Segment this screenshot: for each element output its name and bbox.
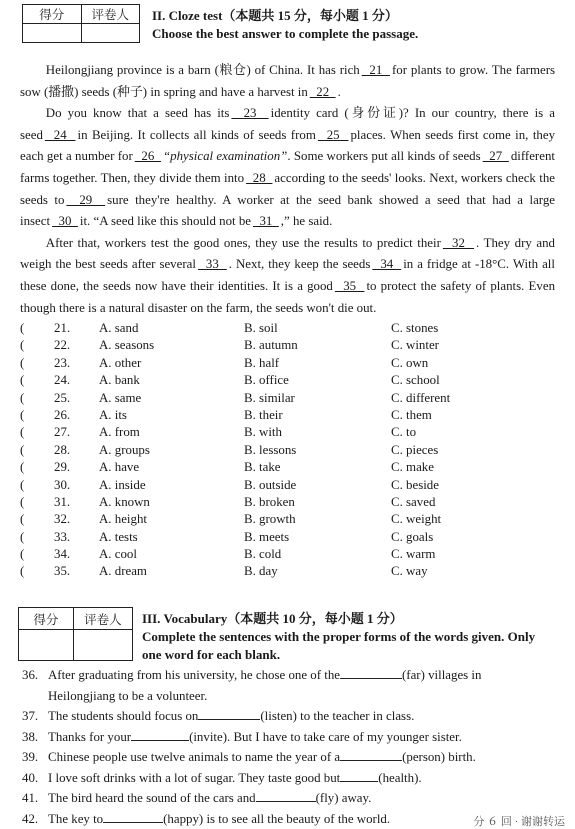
option-row-34: ( 34. A. cool B. cold C. warm	[20, 546, 560, 563]
cloze-passage	[20, 60, 555, 319]
answer-bracket[interactable]: (	[20, 338, 25, 353]
score-label: 得分	[23, 5, 82, 24]
passage-paragraph-3: After that, workers test the good ones, they use the results to predict their 32 . They dry and weigh the best seeds after several 33 . Next, they keep the seeds 34 in a fridge at -18°C. With all these done, the seeds now have their identities. It is a good 35 to protect the safety of plants. Even though there is a natural disaster on the farm, the seeds won't die out.	[20, 235, 556, 315]
cloze-options	[20, 320, 560, 581]
answer-blank[interactable]	[198, 706, 260, 720]
option-row-23: ( 23. A. other B. half C. own	[20, 355, 560, 372]
vocab-question-36-cont: Heilongjiang to be a volunteer.	[48, 688, 208, 703]
vocab-question-40: 40. I love soft drinks with a lot of sugar. They taste good but (health).	[22, 768, 562, 789]
grader-label: 评卷人	[73, 608, 132, 630]
blank-28[interactable]: 28	[246, 170, 273, 185]
blank-33[interactable]: 33	[197, 257, 227, 272]
blank-34[interactable]: 34	[372, 257, 402, 272]
answer-bracket[interactable]: (	[20, 529, 25, 544]
vocabulary-questions	[22, 665, 562, 829]
answer-blank[interactable]	[340, 768, 378, 782]
vocab-question-36: 36. After graduating from his university, he chose one of the (far) villages in	[22, 665, 562, 686]
blank-24[interactable]: 24	[44, 127, 76, 142]
answer-blank[interactable]	[340, 665, 402, 679]
section3-instruction: Complete the sentences with the proper forms of the words given. Only	[142, 629, 536, 644]
answer-blank[interactable]	[103, 809, 163, 823]
answer-bracket[interactable]: (	[20, 425, 25, 440]
vocab-question-41: 41. The bird heard the sound of the cars and (fly) away.	[22, 788, 562, 809]
score-box-section3	[18, 607, 133, 661]
score-label: 得分	[19, 608, 74, 630]
answer-bracket[interactable]: (	[20, 442, 25, 457]
blank-35[interactable]: 35	[334, 278, 365, 293]
answer-blank[interactable]	[256, 788, 316, 802]
option-row-24: ( 24. A. bank B. office C. school	[20, 372, 560, 389]
blank-32[interactable]: 32	[442, 235, 475, 250]
answer-blank[interactable]	[340, 747, 402, 761]
section3-instruction-cont: one word for each blank.	[142, 647, 281, 662]
grader-cell[interactable]	[73, 630, 132, 661]
blank-21[interactable]: 21	[361, 63, 390, 77]
passage-paragraph-2: Do you know that a seed has its 23 identity card (身份证)? In our country, there is a seed 24 in Beijing. It collects all kinds of seeds from 25 places. When seeds first come in, they each get a number for 26 “physical examination”. Some workers put all kinds of seeds 27 different farms together. Then, they divide them into 28 according to the seeds' looks. Next, workers check the seeds to 29 sure they're healthy. A worker at the seed bank showed a seed that had a large insect 30 it. “A seed like this should not be 31 ,” he said.	[20, 106, 556, 229]
section3-title: III. Vocabulary（本题共 10 分，每小题 1 分）	[142, 611, 403, 626]
footer-watermark: 分 ６ 回 · 谢谢转运	[473, 816, 565, 828]
section2-title: II. Cloze test（本题共 15 分，每小题 1 分）	[152, 8, 398, 23]
blank-31[interactable]: 31	[253, 214, 279, 229]
vocab-question-39: 39. Chinese people use twelve animals to name the year of a (person) birth.	[22, 747, 562, 768]
answer-bracket[interactable]: (	[20, 321, 25, 335]
option-row-27: ( 27. A. from B. with C. to	[20, 424, 560, 441]
option-row-26: ( 26. A. its B. their C. them	[20, 407, 560, 424]
vocab-question-42: 42. The key to (happy) is to see all the beauty of the world.	[22, 809, 562, 829]
blank-30[interactable]: 30	[52, 214, 78, 229]
answer-blank[interactable]	[131, 727, 189, 741]
vocab-question-37: 37. The students should focus on (listen) to the teacher in class.	[22, 706, 562, 727]
answer-bracket[interactable]: (	[20, 373, 25, 388]
blank-25[interactable]: 25	[317, 127, 349, 142]
score-box-section2	[22, 4, 140, 43]
blank-22[interactable]: 22	[309, 84, 336, 99]
answer-bracket[interactable]: (	[20, 477, 25, 492]
option-row-21: ( 21. A. sand B. soil C. stones	[20, 320, 560, 337]
option-row-28: ( 28. A. groups B. lessons C. pieces	[20, 442, 560, 459]
section2-instruction: Choose the best answer to complete the passage.	[152, 26, 419, 41]
answer-bracket[interactable]: (	[20, 355, 25, 370]
blank-23[interactable]: 23	[231, 106, 269, 121]
blank-26[interactable]: 26	[134, 149, 161, 164]
option-row-22: ( 22. A. seasons B. autumn C. winter	[20, 337, 560, 354]
option-row-29: ( 29. A. have B. take C. make	[20, 459, 560, 476]
option-row-32: ( 32. A. height B. growth C. weight	[20, 511, 560, 528]
answer-bracket[interactable]: (	[20, 407, 25, 422]
option-row-33: ( 33. A. tests B. meets C. goals	[20, 529, 560, 546]
grader-label: 评卷人	[81, 5, 140, 24]
grader-cell[interactable]	[81, 24, 140, 43]
answer-bracket[interactable]: (	[20, 564, 25, 579]
option-row-35: ( 35. A. dream B. day C. way	[20, 563, 560, 580]
option-row-30: ( 30. A. inside B. outside C. beside	[20, 477, 560, 494]
score-cell[interactable]	[23, 24, 82, 43]
answer-bracket[interactable]: (	[20, 547, 25, 562]
passage-paragraph-1: Heilongjiang province is a barn (粮仓) of China. It has rich 21 for plants to grow. The farmers sow (播撒) seeds (种子) in spring and have a harvest in 22 .	[20, 63, 556, 99]
answer-bracket[interactable]: (	[20, 494, 25, 509]
answer-bracket[interactable]: (	[20, 460, 25, 475]
vocab-question-38: 38. Thanks for your (invite). But I have to take care of my younger sister.	[22, 727, 562, 748]
blank-29[interactable]: 29	[66, 192, 106, 207]
blank-27[interactable]: 27	[482, 149, 509, 164]
answer-bracket[interactable]: (	[20, 512, 25, 527]
option-row-25: ( 25. A. same B. similar C. different	[20, 390, 560, 407]
answer-bracket[interactable]: (	[20, 390, 25, 405]
score-cell[interactable]	[19, 630, 74, 661]
option-row-31: ( 31. A. known B. broken C. saved	[20, 494, 560, 511]
